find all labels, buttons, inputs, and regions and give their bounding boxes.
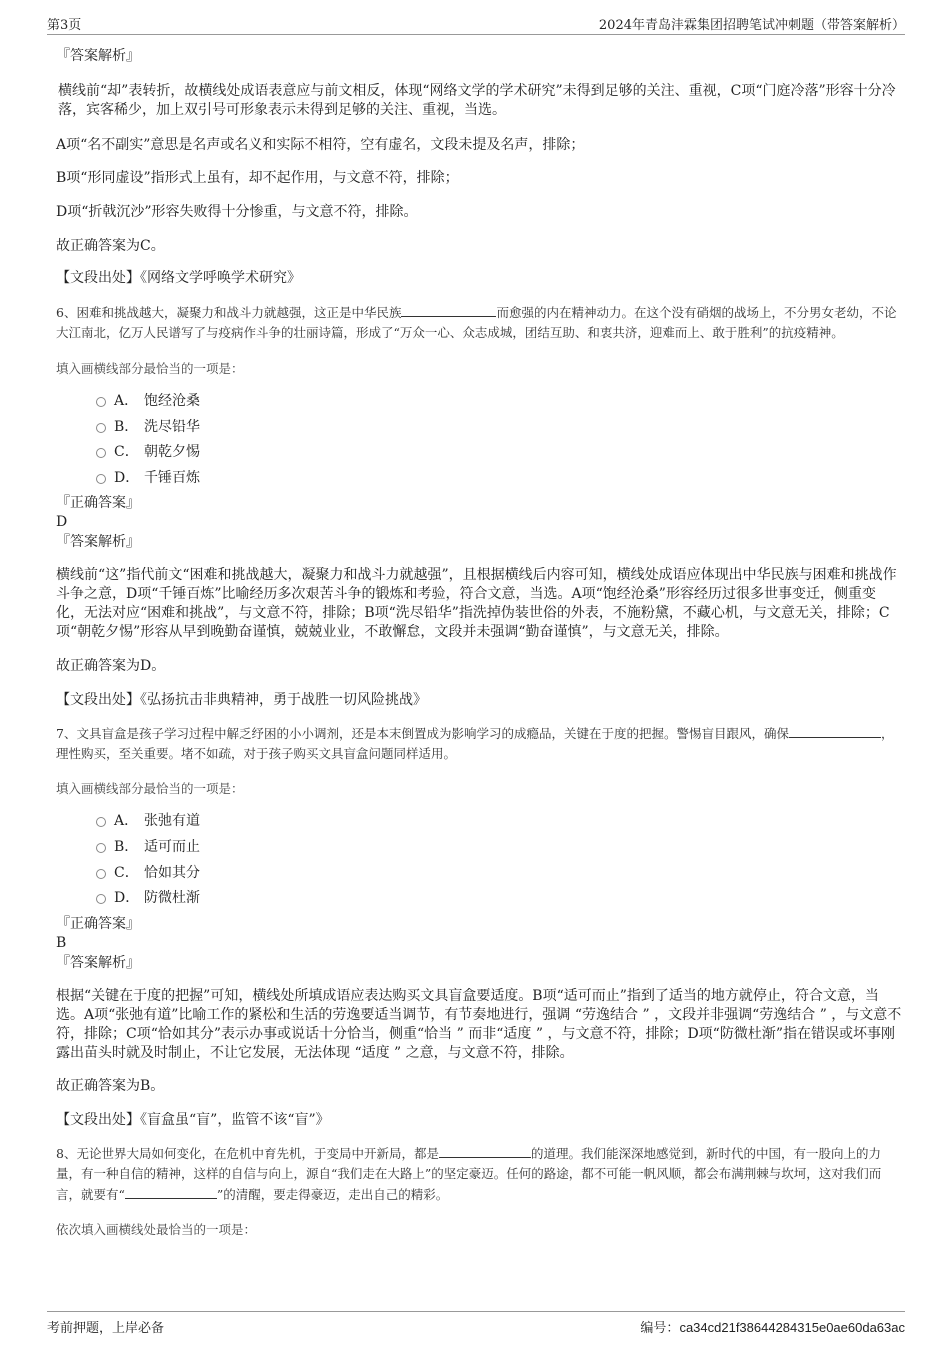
analysis-text: 横线前“却”表转折，故横线处成语表意应与前文相反，体现“网络文学的学术研究”未得到足够的关注、重视，C项“门庭冷落”形容十分冷落，宾客稀少，加上双引号可形象表示未得到足够的关注、重视，当选。 xyxy=(58,83,896,118)
analysis-label: 『答案解析』 xyxy=(56,48,140,64)
analysis-text: 根据“关键在于度的把握”可知，横线处所填成语应表达购买文具盲盒要适度。B项“适可而止”指到了适当的地方就停止，符合文意，当选。A项“张弛有道”比喻工作的紧松和生活的劳逸要适当调节，有节奏地进行，强调 “劳逸结合 ” ，文段并非强调“劳逸结合 ” ，与文意不符，排除；C项“恰如其分”表示办事或说话十分恰当，侧重“恰当 ” 而非“适度 ” ，与文意不符，排除；D项“防微杜渐”指在错误或坏事刚露出苗头时就及时制止，不让它发展，无法体现 “适度 ” 之意，与文意不符，排除。 xyxy=(56,987,902,1061)
option-c[interactable]: C． 朝乾夕惕 xyxy=(56,440,902,466)
option-d[interactable]: D． 千锤百炼 xyxy=(56,466,902,492)
option-a[interactable]: A． 张弛有道 xyxy=(56,809,902,835)
answer-blank xyxy=(439,1143,531,1158)
option-b[interactable]: B． 适可而止 xyxy=(56,835,902,861)
answer-blank xyxy=(401,302,496,317)
radio-icon[interactable] xyxy=(96,423,106,433)
radio-icon[interactable] xyxy=(96,474,106,484)
answer-conclusion: 故正确答案为C。 xyxy=(56,238,165,254)
question-7-options xyxy=(56,809,902,911)
correct-answer-label: 『正确答案』 xyxy=(56,915,140,932)
source-citation: 【文段出处】《网络文学呼唤学术研究》 xyxy=(56,270,301,286)
radio-icon[interactable] xyxy=(96,843,106,853)
source-citation: 【文段出处】《盲盒虽“盲”，监管不该“盲”》 xyxy=(56,1111,330,1128)
analysis-option-b: B项“形同虚设”指形式上虽有，却不起作用，与文意不符，排除； xyxy=(56,170,459,186)
answer-blank xyxy=(789,723,881,738)
option-d[interactable]: D． 防微杜渐 xyxy=(56,886,902,912)
option-b[interactable]: B． 洗尽铅华 xyxy=(56,415,902,441)
analysis-text: 横线前“这”指代前文“困难和挑战越大，凝聚力和战斗力就越强”，且根据横线后内容可知，横线处成语应体现出中华民族与困难和挑战作斗争之意，D项“千锤百炼”比喻经历多次艰苦斗争的锻炼和考验，符合文意，当选。A项“饱经沧桑”形容经历过很多世事变迁，侧重变化，无法对应“困难和挑战”，与文意不符，排除；B项“洗尽铅华”指洗掉伪装世俗的外表，不施粉黛，不藏心机，与文意无关，排除；C项“朝乾夕惕”形容从早到晚勤奋谨慎，兢兢业业，不敢懈怠，文段并未强调“勤奋谨慎”，与文意无关，排除。 xyxy=(56,567,897,641)
question-8-stem: 8、无论世界大局如何变化，在危机中育先机，于变局中开新局，都是 的道理。我们能深深地感觉到，新时代的中国，有一股向上的力量，有一种自信的精神，这样的自信与向上，源自“我们走在大路上”的坚定豪迈。任何的路途，都不可能一帆风顺，都会布满荆棘与坎坷，这对我们而言，就要有“ ”的清醒，要走得豪迈，走出自己的精彩。 xyxy=(56,1143,902,1205)
question-7-prompt: 填入画横线部分最恰当的一项是： xyxy=(56,781,244,797)
correct-answer: B xyxy=(56,934,67,951)
analysis-label: 『答案解析』 xyxy=(56,534,140,551)
analysis-option-a: A项“名不副实”意思是名声或名义和实际不相符，空有虚名，文段未提及名声，排除； xyxy=(56,137,585,153)
answer-blank xyxy=(125,1184,217,1199)
option-c[interactable]: C． 恰如其分 xyxy=(56,861,902,887)
question-6-options xyxy=(56,389,902,491)
radio-icon[interactable] xyxy=(96,869,106,879)
correct-answer: D xyxy=(56,514,68,531)
answer-conclusion: 故正确答案为D。 xyxy=(56,658,166,675)
source-citation: 【文段出处】《弘扬抗击非典精神，勇于战胜一切风险挑战》 xyxy=(56,692,427,709)
page-header xyxy=(47,12,905,35)
radio-icon[interactable] xyxy=(96,894,106,904)
radio-icon[interactable] xyxy=(96,448,106,458)
document-code: 编号：ca34cd21f38644284315e0ae60da63ac xyxy=(640,1320,905,1336)
question-6-stem: 6、困难和挑战越大，凝聚力和战斗力就越强，这正是中华民族 而愈强的内在精神动力。在这个没有硝烟的战场上，不分男女老幼，不论大江南北，亿万人民谱写了与疫病作斗争的壮丽诗篇，形成了“万众一心、众志成城，团结互助、和衷共济，迎难而上、敢于胜利”的抗疫精神。 xyxy=(56,302,902,343)
question-6-prompt: 填入画横线部分最恰当的一项是： xyxy=(56,361,244,376)
analysis-option-d: D项“折戟沉沙”形容失败得十分惨重，与文意不符，排除。 xyxy=(56,204,418,220)
analysis-label: 『答案解析』 xyxy=(56,954,140,971)
option-a[interactable]: A． 饱经沧桑 xyxy=(56,389,902,415)
answer-conclusion: 故正确答案为B。 xyxy=(56,1077,165,1094)
footer-slogan: 考前押题，上岸必备 xyxy=(47,1321,165,1336)
question-7-stem: 7、文具盲盒是孩子学习过程中解乏纾困的小小调剂，还是本末倒置成为影响学习的成瘾品，关键在于度的把握。警惕盲目跟风，确保 ，理性购买，至关重要。堵不如疏，对于孩子购买文具盲盒问题同样适用。 xyxy=(56,723,902,764)
radio-icon[interactable] xyxy=(96,397,106,407)
question-8-prompt: 依次填入画横线处最恰当的一项是： xyxy=(56,1221,257,1237)
radio-icon[interactable] xyxy=(96,817,106,827)
document-title: 2024年青岛沣霖集团招聘笔试冲刺题（带答案解析） xyxy=(598,18,905,33)
document-body xyxy=(56,44,902,1238)
page-footer xyxy=(47,1311,905,1338)
page-number: 第3页 xyxy=(47,18,82,33)
correct-answer-label: 『正确答案』 xyxy=(56,495,140,512)
